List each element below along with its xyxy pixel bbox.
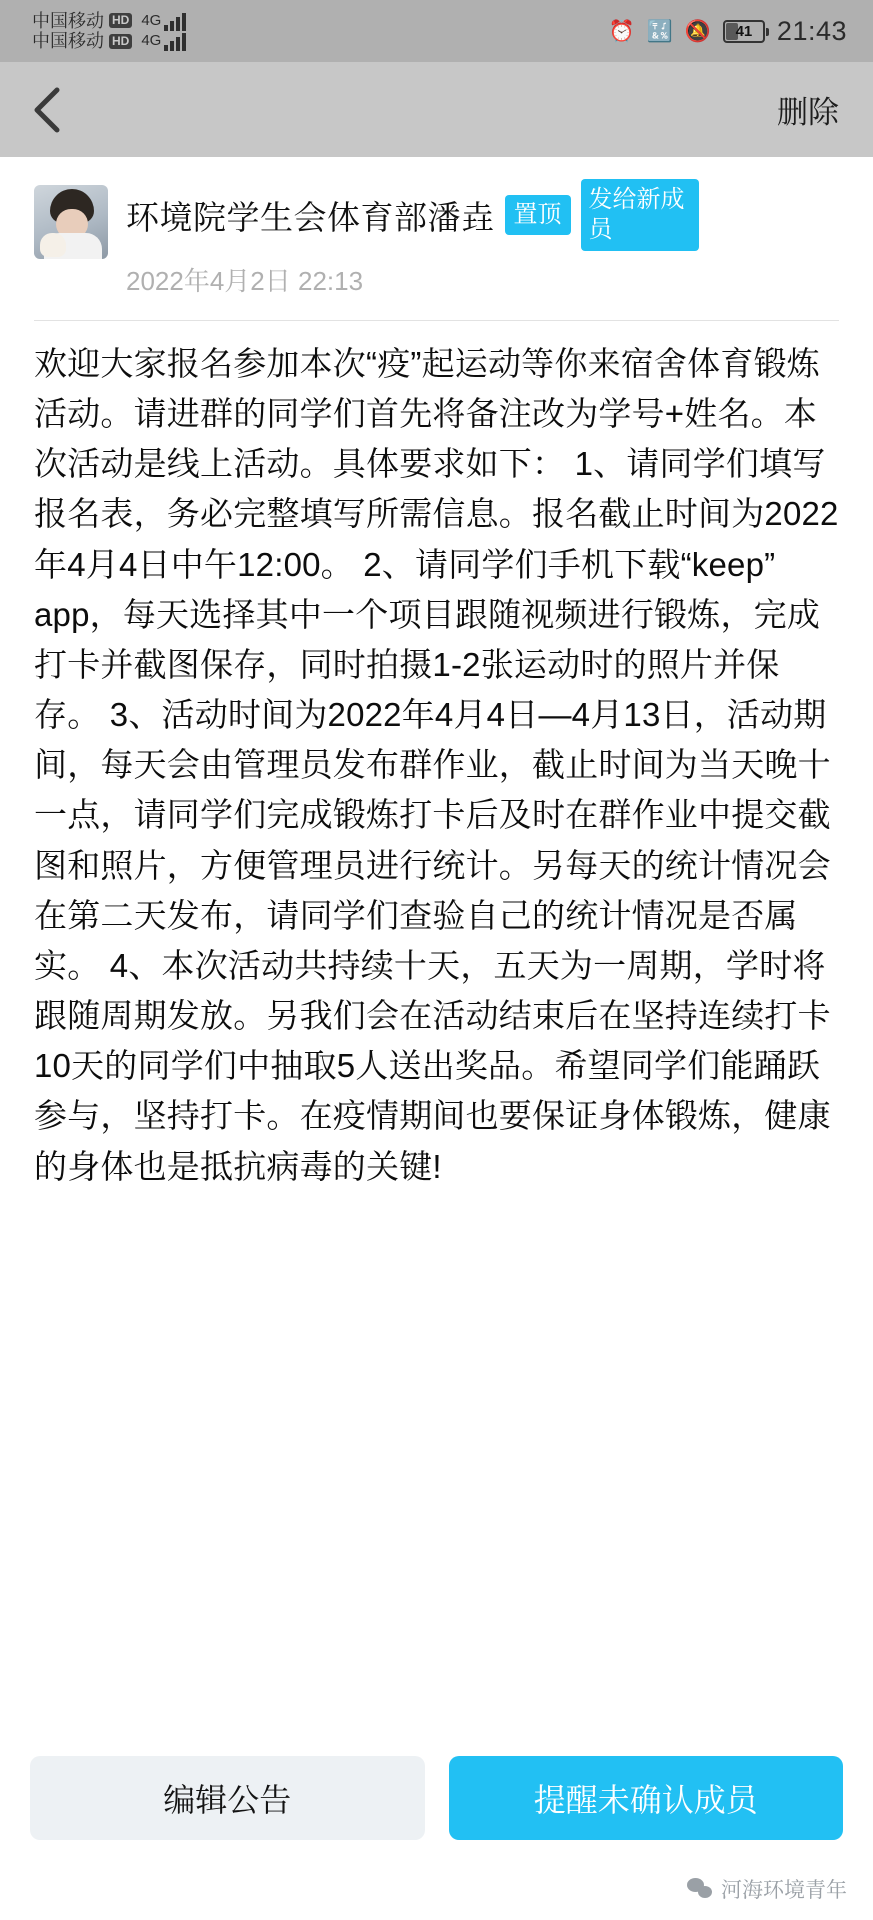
edit-announcement-button[interactable]: 编辑公告 — [30, 1756, 425, 1840]
back-button[interactable] — [22, 84, 74, 136]
announcement-meta — [108, 179, 847, 298]
status-bar-right — [608, 16, 847, 47]
signal-bars-icon-2 — [164, 31, 186, 51]
signal-group-2 — [141, 31, 186, 51]
carrier-name-2: 中国移动 — [32, 31, 104, 51]
hd-badge-2: HD — [109, 34, 132, 49]
battery-level: 41 — [735, 22, 753, 40]
carrier-info — [32, 11, 186, 51]
status-bar-clock: 21:43 — [776, 15, 847, 46]
carrier-name-1: 中国移动 — [32, 10, 104, 31]
avatar[interactable] — [34, 185, 108, 259]
status-bar — [0, 0, 873, 62]
announcement-body-paragraph: 欢迎大家报名参加本次“疫”起运动等你来宿舍体育锻炼活动。请进群的同学们首先将备注改为学号+姓名。本次活动是线上活动。具体要求如下： 1、请同学们填写报名表，务必完整填写所需信息。报名截止时间为2022年4月4日中午12:00。 2、请同学们手机下载“keep”app，每天选择其中一个项目跟随视频进行锻炼，完成打卡并截图保存，同时拍摄1-2张运动时的照片并保存。 3、活动时间为2022年4月4日—4月13日，活动期间，每天会由管理员发布群作业，截止时间为当天晚十一点，请同学们完成锻炼打卡后及时在群作业中提交截图和照片，方便管理员进行统计。另每天的统计情况会在第二天发布，请同学们查验自己的统计情况是否属实。 4、本次活动共持续十天，五天为一周期，学时将跟随周期发放。另我们会在活动结束后在坚持连续打卡10天的同学们中抽取5人送出奖品。希望同学们能踊跃参与，坚持打卡。在疫情期间也要保证身体锻炼，健康的身体也是抵抗病毒的关键! — [34, 345, 839, 1185]
network-type-1: 4G — [141, 11, 162, 29]
remind-unconfirmed-members-button[interactable]: 提醒未确认成员 — [449, 1756, 844, 1840]
carrier-row-1 — [32, 11, 186, 31]
footer-account-name: 河海环境青年 — [721, 1879, 847, 1902]
signal-bars-icon-1 — [164, 11, 186, 31]
announcement-detail-panel — [0, 157, 873, 1920]
send-to-new-members-badge[interactable]: 发给新成员 — [581, 179, 699, 251]
signal-group-1 — [141, 11, 186, 31]
wechat-official-account-icon — [687, 1878, 713, 1900]
bluetooth-icon: 🔣 — [646, 19, 673, 43]
alarm-icon: ⏰ — [608, 19, 635, 43]
pinned-badge: 置顶 — [505, 195, 571, 235]
network-type-2: 4G — [141, 32, 162, 50]
carrier-row-2 — [32, 31, 186, 51]
footer-watermark — [687, 1874, 847, 1904]
status-bar-left — [32, 11, 186, 51]
announcement-timestamp: 2022年4月2日 22:13 — [126, 266, 364, 296]
bottom-action-bar — [0, 1756, 873, 1840]
mute-bell-icon: 🔕 — [684, 19, 711, 43]
sender-line — [126, 179, 847, 251]
title-bar — [0, 62, 873, 157]
hd-badge-1: HD — [109, 13, 132, 28]
battery-icon — [723, 20, 765, 43]
sender-name: 环境院学生会体育部潘垚 — [126, 198, 495, 236]
back-chevron-icon — [29, 84, 67, 136]
delete-button[interactable]: 删除 — [777, 95, 839, 130]
announcement-body-text — [0, 321, 873, 1192]
avatar-pet — [40, 233, 66, 257]
announcement-header — [0, 157, 873, 298]
